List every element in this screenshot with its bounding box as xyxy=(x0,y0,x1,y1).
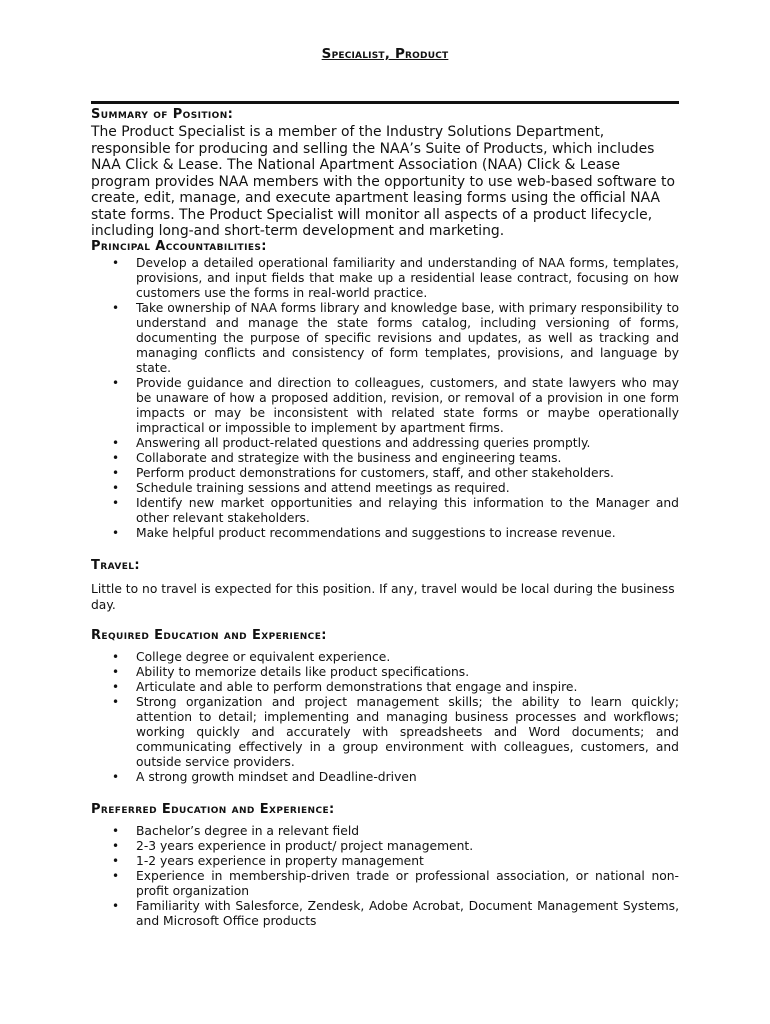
list-item: • A strong growth mindset and Deadline-driven xyxy=(91,770,679,785)
summary-text: The Product Specialist is a member of the Industry Solutions Department, responsible for producing and selling the NAA’s Suite of Products, which includes NAA Click & Lease. The National Apartment Association (NAA) Click & Lease program provides NAA members with the opportunity to use web-based software to create, edit, manage, and execute apartment leasing forms using the official NAA state forms. The Product Specialist will monitor all aspects of a product lifecycle, including long-and short-term development and marketing. xyxy=(91,124,675,239)
list-item: • Take ownership of NAA forms library and knowledge base, with primary responsibility to understand and manage the state forms catalog, including versioning of forms, documenting the purpose of specific revisions and updates, as well as tracking and managing conflicts and consistency of form templates, provisions, and language by state. xyxy=(91,301,679,376)
list-item: • Collaborate and strategize with the business and engineering teams. xyxy=(91,451,679,466)
list-item: • Provide guidance and direction to colleagues, customers, and state lawyers who may be unaware of how a proposed addition, revision, or removal of a provision in one form impacts or may be inconsistent with related state forms or maybe operationally impractical or impossible to implement by apartment firms. xyxy=(91,376,679,436)
list-item: • Perform product demonstrations for customers, staff, and other stakeholders. xyxy=(91,466,679,481)
travel-heading: Travel: xyxy=(91,558,140,573)
preferred-list xyxy=(91,824,679,929)
accountabilities-heading: Principal Accountabilities: xyxy=(91,239,267,254)
preferred-heading: Preferred Education and Experience: xyxy=(91,802,335,817)
list-item: • Identify new market opportunities and relaying this information to the Manager and other relevant stakeholders. xyxy=(91,496,679,526)
list-item: • Ability to memorize details like product specifications. xyxy=(91,665,679,680)
travel-text: Little to no travel is expected for this position. If any, travel would be local during the business day. xyxy=(91,582,675,612)
list-item: • Articulate and able to perform demonstrations that engage and inspire. xyxy=(91,680,679,695)
list-item: • Familiarity with Salesforce, Zendesk, Adobe Acrobat, Document Management Systems, and Microsoft Office products xyxy=(91,899,679,929)
page-title: Specialist, Product xyxy=(321,46,449,62)
accountabilities-list xyxy=(91,256,679,541)
list-item: • 1-2 years experience in property management xyxy=(91,854,679,869)
required-heading: Required Education and Experience: xyxy=(91,628,327,643)
list-item: • Schedule training sessions and attend meetings as required. xyxy=(91,481,679,496)
list-item: • 2-3 years experience in product/ project management. xyxy=(91,839,679,854)
required-list xyxy=(91,650,679,785)
summary-heading: Summary of Position: xyxy=(91,107,234,122)
list-item: • Strong organization and project management skills; the ability to learn quickly; attention to detail; implementing and managing business processes and workflows; working quickly and accurately with spreadsheets and Word documents; and communicating effectively in a group environment with colleagues, customers, and outside service providers. xyxy=(91,695,679,770)
list-item: • Experience in membership-driven trade or professional association, or national non-profit organization xyxy=(91,869,679,899)
list-item: • Make helpful product recommendations and suggestions to increase revenue. xyxy=(91,526,679,541)
title-divider xyxy=(91,101,679,104)
list-item: • College degree or equivalent experience. xyxy=(91,650,679,665)
list-item: • Bachelor’s degree in a relevant field xyxy=(91,824,679,839)
list-item: • Answering all product-related questions and addressing queries promptly. xyxy=(91,436,679,451)
list-item: • Develop a detailed operational familiarity and understanding of NAA forms, templates, provisions, and input fields that make up a residential lease contract, focusing on how customers use the forms in real-world practice. xyxy=(91,256,679,301)
